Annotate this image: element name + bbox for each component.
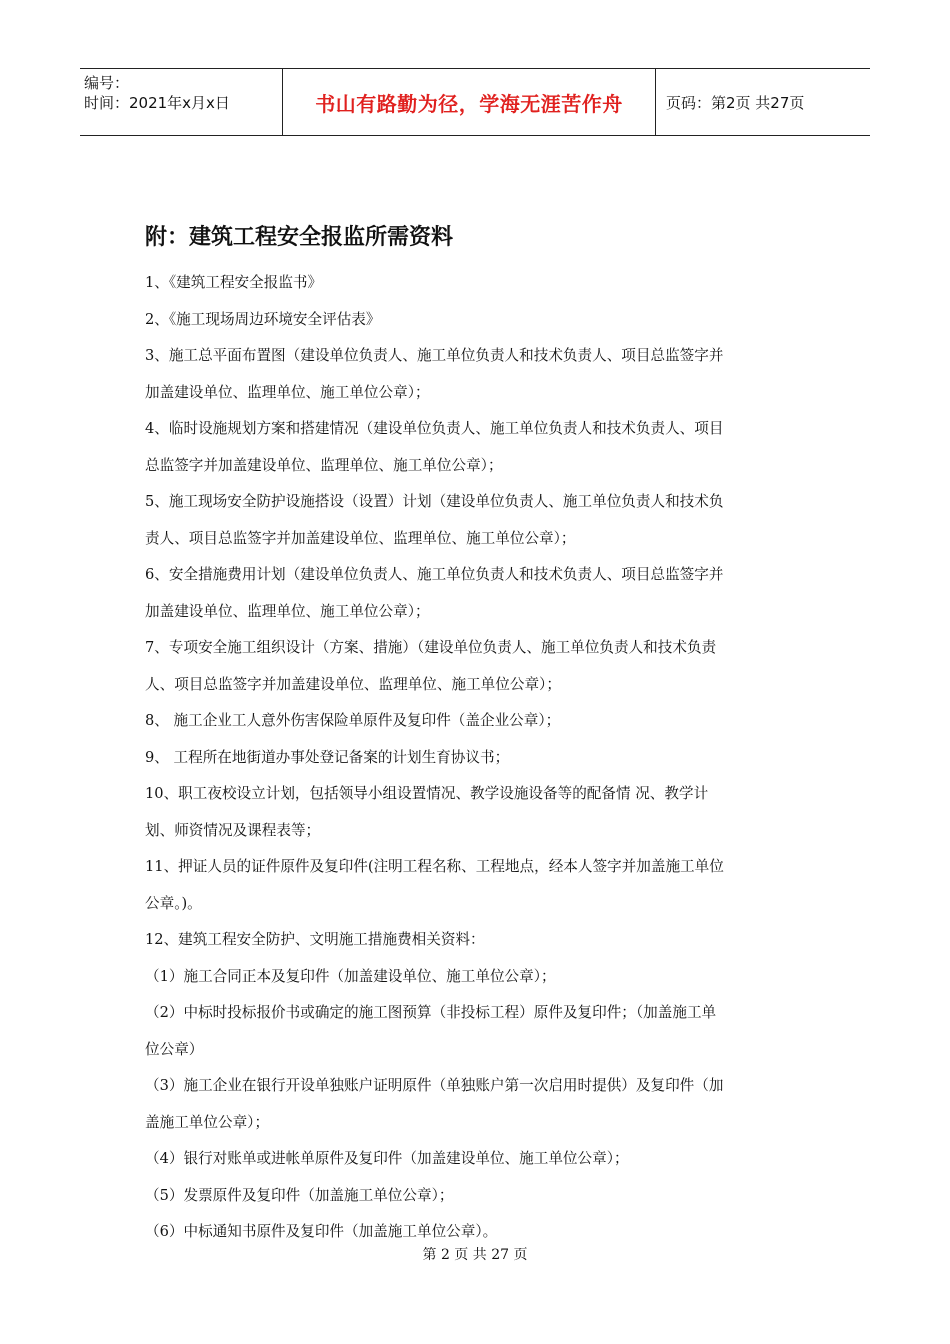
text-line: 3、施工总平面布置图（建设单位负责人、施工单位负责人和技术负责人、项目总监签字并 (145, 347, 724, 364)
text-line: 12、建筑工程安全防护、文明施工措施费相关资料： (145, 931, 485, 948)
text-line: 8、 施工企业工人意外伤害保险单原件及复印件（盖企业公章）； (145, 712, 561, 729)
text-line: 加盖建设单位、监理单位、施工单位公章）； (145, 602, 430, 620)
document-number: 编号： (84, 74, 130, 92)
text-line: 人、项目总监签字并加盖建设单位、监理单位、施工单位公章）； (145, 675, 561, 693)
text-line: 9、 工程所在地街道办事处登记备案的计划生育协议书； (145, 748, 510, 766)
document-title: 附：建筑工程安全报监所需资料 (145, 225, 454, 250)
text-line: 划、师资情况及课程表等； (145, 821, 321, 839)
text-line: 6、安全措施费用计划（建设单位负责人、施工单位负责人和技术负责人、项目总监签字并 (145, 566, 724, 583)
header-page-info: 页码：第2页 共27页 (666, 93, 805, 112)
text-line: （3）施工企业在银行开设单独账户证明原件（单独账户第一次启用时提供）及复印件（加 (145, 1077, 724, 1094)
text-line: （1）施工合同正本及复印件（加盖建设单位、施工单位公章）； (145, 967, 556, 985)
document-body (145, 265, 813, 1251)
document-date: 时间：2021年x月x日 (84, 94, 230, 112)
page-footer: 第 2 页 共 27 页 (422, 1247, 528, 1263)
text-line: 位公章） (145, 1040, 204, 1058)
header-motto: 书山有路勤为径，学海无涯苦作舟 (315, 91, 623, 116)
text-line: （5）发票原件及复印件（加盖施工单位公章）； (145, 1186, 454, 1204)
text-line: 7、专项安全施工组织设计（方案、措施）（建设单位负责人、施工单位负责人和技术负责 (145, 639, 717, 656)
text-line: 盖施工单位公章）； (145, 1113, 270, 1131)
page-header (80, 68, 870, 136)
text-line: 4、临时设施规划方案和搭建情况（建设单位负责人、施工单位负责人和技术负责人、项目 (145, 420, 724, 437)
text-line: 1、《建筑工程安全报监书》 (145, 274, 323, 291)
text-line: 11、押证人员的证件原件及复印件(注明工程名称、工程地点，经本人签字并加盖施工单位 (145, 858, 724, 875)
text-line: （6）中标通知书原件及复印件（加盖施工单位公章）。 (145, 1223, 498, 1240)
text-line: 公章。)。 (145, 894, 202, 912)
text-line: 加盖建设单位、监理单位、施工单位公章）； (145, 383, 430, 401)
text-line: 责人、项目总监签字并加盖建设单位、监理单位、施工单位公章）； (145, 529, 576, 547)
text-line: （4）银行对账单或进帐单原件及复印件（加盖建设单位、施工单位公章）； (145, 1150, 629, 1167)
text-line: 10、职工夜校设立计划，包括领导小组设置情况、教学设施设备等的配备情 况、教学计 (145, 785, 709, 802)
text-line: 5、施工现场安全防护设施搭设（设置）计划（建设单位负责人、施工单位负责人和技术负 (145, 493, 724, 510)
text-line: （2）中标时投标报价书或确定的施工图预算（非投标工程）原件及复印件；（加盖施工单 (145, 1004, 717, 1021)
text-line: 总监签字并加盖建设单位、监理单位、施工单位公章）； (145, 456, 503, 474)
header-meta (80, 69, 282, 135)
text-line: 2、《施工现场周边环境安全评估表》 (145, 310, 381, 328)
header-motto-cell (282, 69, 656, 135)
